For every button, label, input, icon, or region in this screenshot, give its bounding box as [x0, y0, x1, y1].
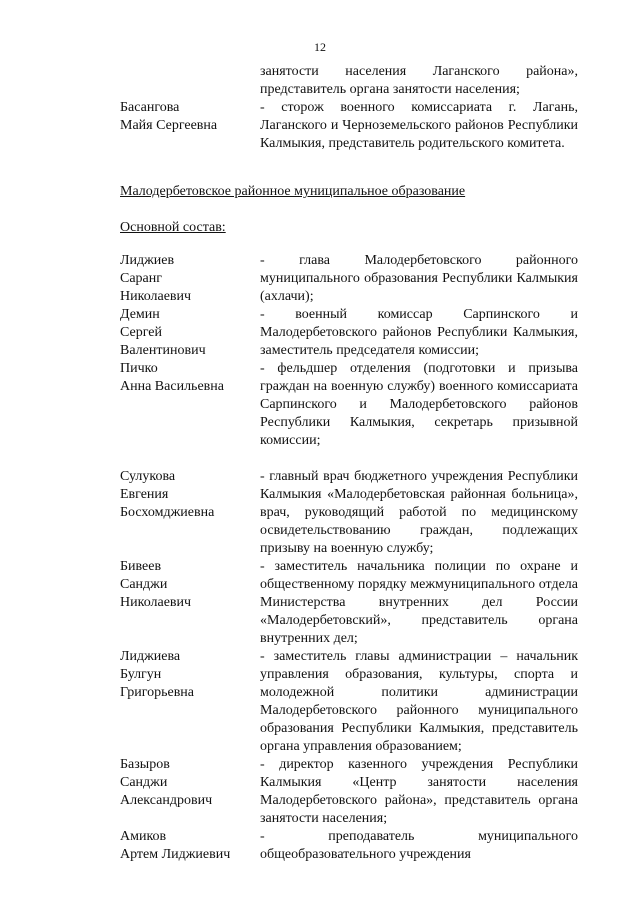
top-entries [120, 99, 578, 153]
member-name [120, 558, 255, 612]
member-entry [120, 360, 578, 450]
name-line: Александрович [120, 793, 213, 808]
member-entry [120, 252, 578, 306]
section-subtitle: Основной состав: [120, 220, 226, 235]
continuation-text: занятости населения Лаганского района», представитель органа занятости населения; [260, 64, 578, 97]
name-line: Лиджиева [120, 649, 181, 664]
page-number: 12 [314, 40, 326, 54]
name-line: Босхомджиевна [120, 505, 215, 520]
member-role: - заместитель начальника полиции по охране и общественному порядку межмуниципального отдела Министерства внутренних дел России «Малодербетовский», представитель органа внутренних дел; [260, 559, 578, 646]
member-entry [120, 756, 578, 828]
name-line: Григорьевна [120, 685, 195, 700]
name-line: Анна Васильевна [120, 379, 224, 394]
name-line: Санджи [120, 577, 168, 592]
member-name [120, 648, 255, 702]
member-name [120, 360, 255, 396]
members-list [120, 252, 578, 864]
member-name [120, 468, 255, 522]
name-line: Бивеев [120, 559, 162, 574]
name-line: Николаевич [120, 595, 192, 610]
member-role: - военный комиссар Сарпинского и Малодербетовского районов Республики Калмыкия, заместитель председателя комиссии; [260, 307, 578, 358]
member-entry [120, 648, 578, 756]
name-line: Пичко [120, 361, 158, 376]
member-name [120, 306, 255, 360]
name-line: Басангова [120, 100, 180, 115]
name-line: Демин [120, 307, 160, 322]
member-role: - преподаватель муниципального общеобразовательного учреждения [260, 829, 578, 862]
member-role: - главный врач бюджетного учреждения Республики Калмыкия «Малодербетовская районная больница», врач, руководящий работой по медицинскому освидетельствованию граждан, подлежащих призыву на военную службу; [260, 469, 578, 556]
member-entry [120, 306, 578, 360]
name-line: Майя Сергеевна [120, 118, 218, 133]
member-name [120, 828, 255, 864]
section-title: Малодербетовское районное муниципальное образование [120, 184, 466, 199]
name-line: Лиджиев [120, 253, 175, 268]
name-line: Санджи [120, 775, 168, 790]
member-role: - сторож военного комиссариата г. Лагань, Лаганского и Черноземельского районов Республики Калмыкия, представитель родительского комитета. [260, 100, 578, 151]
name-line: Евгения [120, 487, 169, 502]
member-role: - фельдшер отделения (подготовки и призыва граждан на военную службу) военного комиссариата Сарпинского и Малодербетовского районов Республики Калмыкия, секретарь призывной комиссии; [260, 361, 578, 448]
member-entry [120, 99, 578, 153]
member-entry [120, 468, 578, 558]
name-line: Булгун [120, 667, 162, 682]
name-line: Базыров [120, 757, 170, 772]
name-line: Николаевич [120, 289, 192, 304]
member-entry [120, 558, 578, 648]
name-line: Саранг [120, 271, 162, 286]
continuation-block [120, 63, 578, 99]
name-line: Сулукова [120, 469, 176, 484]
member-role: - директор казенного учреждения Республики Калмыкия «Центр занятости населения Малодербетовского района», представитель органа занятости населения; [260, 757, 578, 826]
name-line: Валентинович [120, 343, 206, 358]
member-name [120, 99, 255, 135]
member-name [120, 756, 255, 810]
member-role: - глава Малодербетовского районного муниципального образования Республики Калмыкия (ахлачи); [260, 253, 578, 304]
name-line: Сергей [120, 325, 162, 340]
member-name [120, 252, 255, 306]
name-line: Амиков [120, 829, 167, 844]
member-entry [120, 828, 578, 864]
member-role: - заместитель главы администрации – начальник управления образования, культуры, спорта и молодежной политики администрации Малодербетовского районного муниципального образования Республики Калмыкия, представитель органа управления образованием; [260, 649, 578, 754]
name-line: Артем Лиджиевич [120, 847, 231, 862]
